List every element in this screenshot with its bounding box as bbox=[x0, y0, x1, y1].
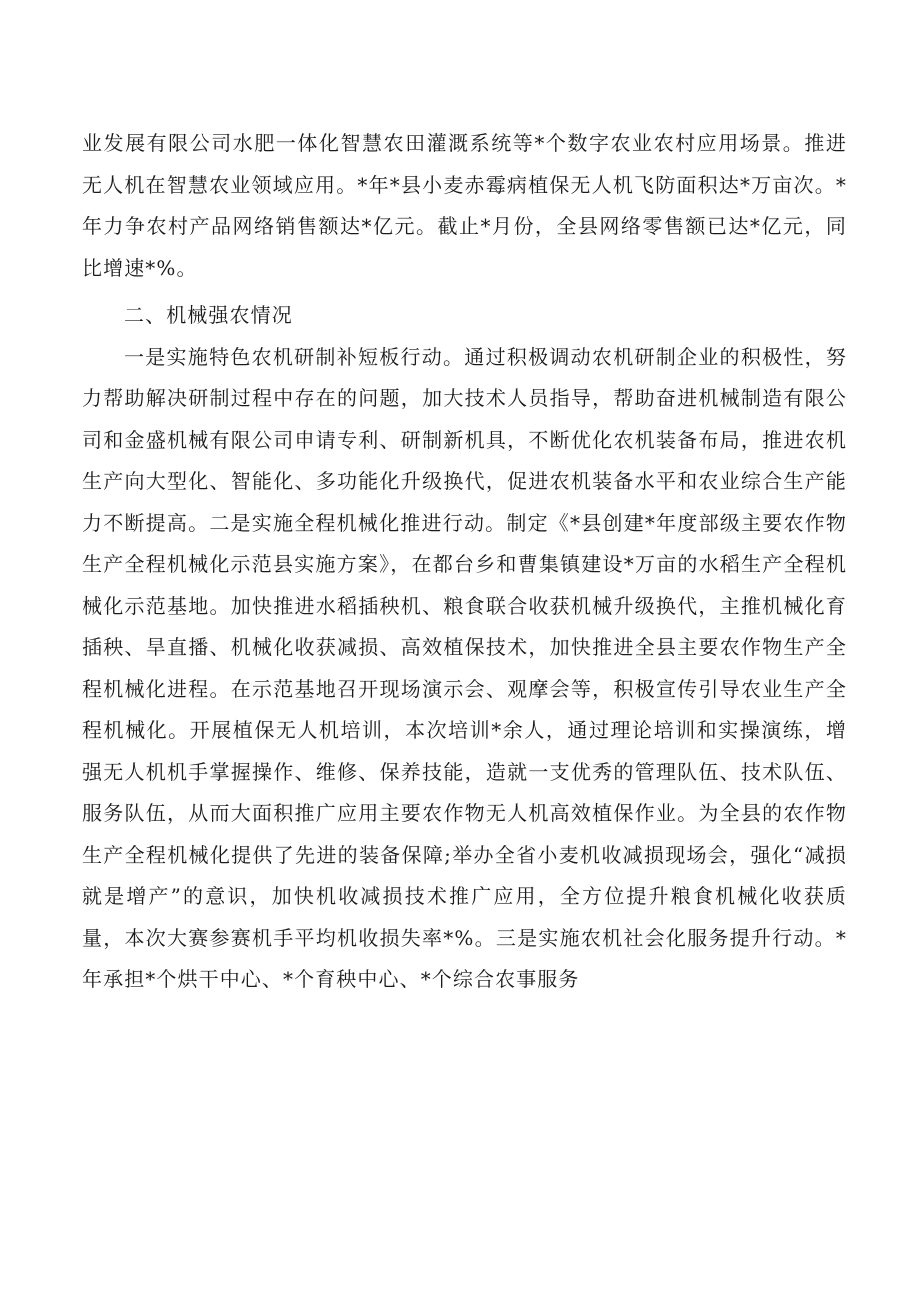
body-paragraph: 一是实施特色农机研制补短板行动。通过积极调动农机研制企业的积极性，努力帮助解决研制过程中存在的问题，加大技术人员指导，帮助奋进机械制造有限公司和金盛机械有限公司申请专利、研制新机具，不断优化农机装备布局，推进农机生产向大型化、智能化、多功能化升级换代，促进农机装备水平和农业综合生产能力不断提高。二是实施全程机械化推进行动。制定《*县创建*年度部级主要农作物生产全程机械化示范县实施方案》，在都台乡和曹集镇建设*万亩的水稻生产全程机械化示范基地。加快推进水稻插秧机、粮食联合收获机械升级换代，主推机械化育插秧、旱直播、机械化收获减损、高效植保技术，加快推进全县主要农作物生产全程机械化进程。在示范基地召开现场演示会、观摩会等，积极宣传引导农业生产全程机械化。开展植保无人机培训，本次培训*余人，通过理论培训和实操演练，增强无人机机手掌握操作、维修、保养技能，造就一支优秀的管理队伍、技术队伍、服务队伍，从而大面积推广应用主要农作物无人机高效植保作业。为全县的农作物生产全程机械化提供了先进的装备保障;举办全省小麦机收减损现场会，强化“减损就是增产”的意识，加快机收减损技术推广应用，全方位提升粮食机械化收获质量，本次大赛参赛机手平均机收损失率*%。三是实施农机社会化服务提升行动。*年承担*个烘干中心、*个育秧中心、*个综合农事服务 bbox=[82, 344, 847, 991]
document-body bbox=[82, 123, 847, 1001]
section-heading: 二、机械强农情况 bbox=[124, 303, 293, 327]
continued-paragraph: 业发展有限公司水肥一体化智慧农田灌溉系统等*个数字农业农村应用场景。推进无人机在智慧农业领域应用。*年*县小麦赤霉病植保无人机飞防面积达*万亩次。*年力争农村产品网络销售额达*亿元。截止*月份，全县网络零售额已达*亿元，同比增速*%。 bbox=[82, 131, 847, 280]
